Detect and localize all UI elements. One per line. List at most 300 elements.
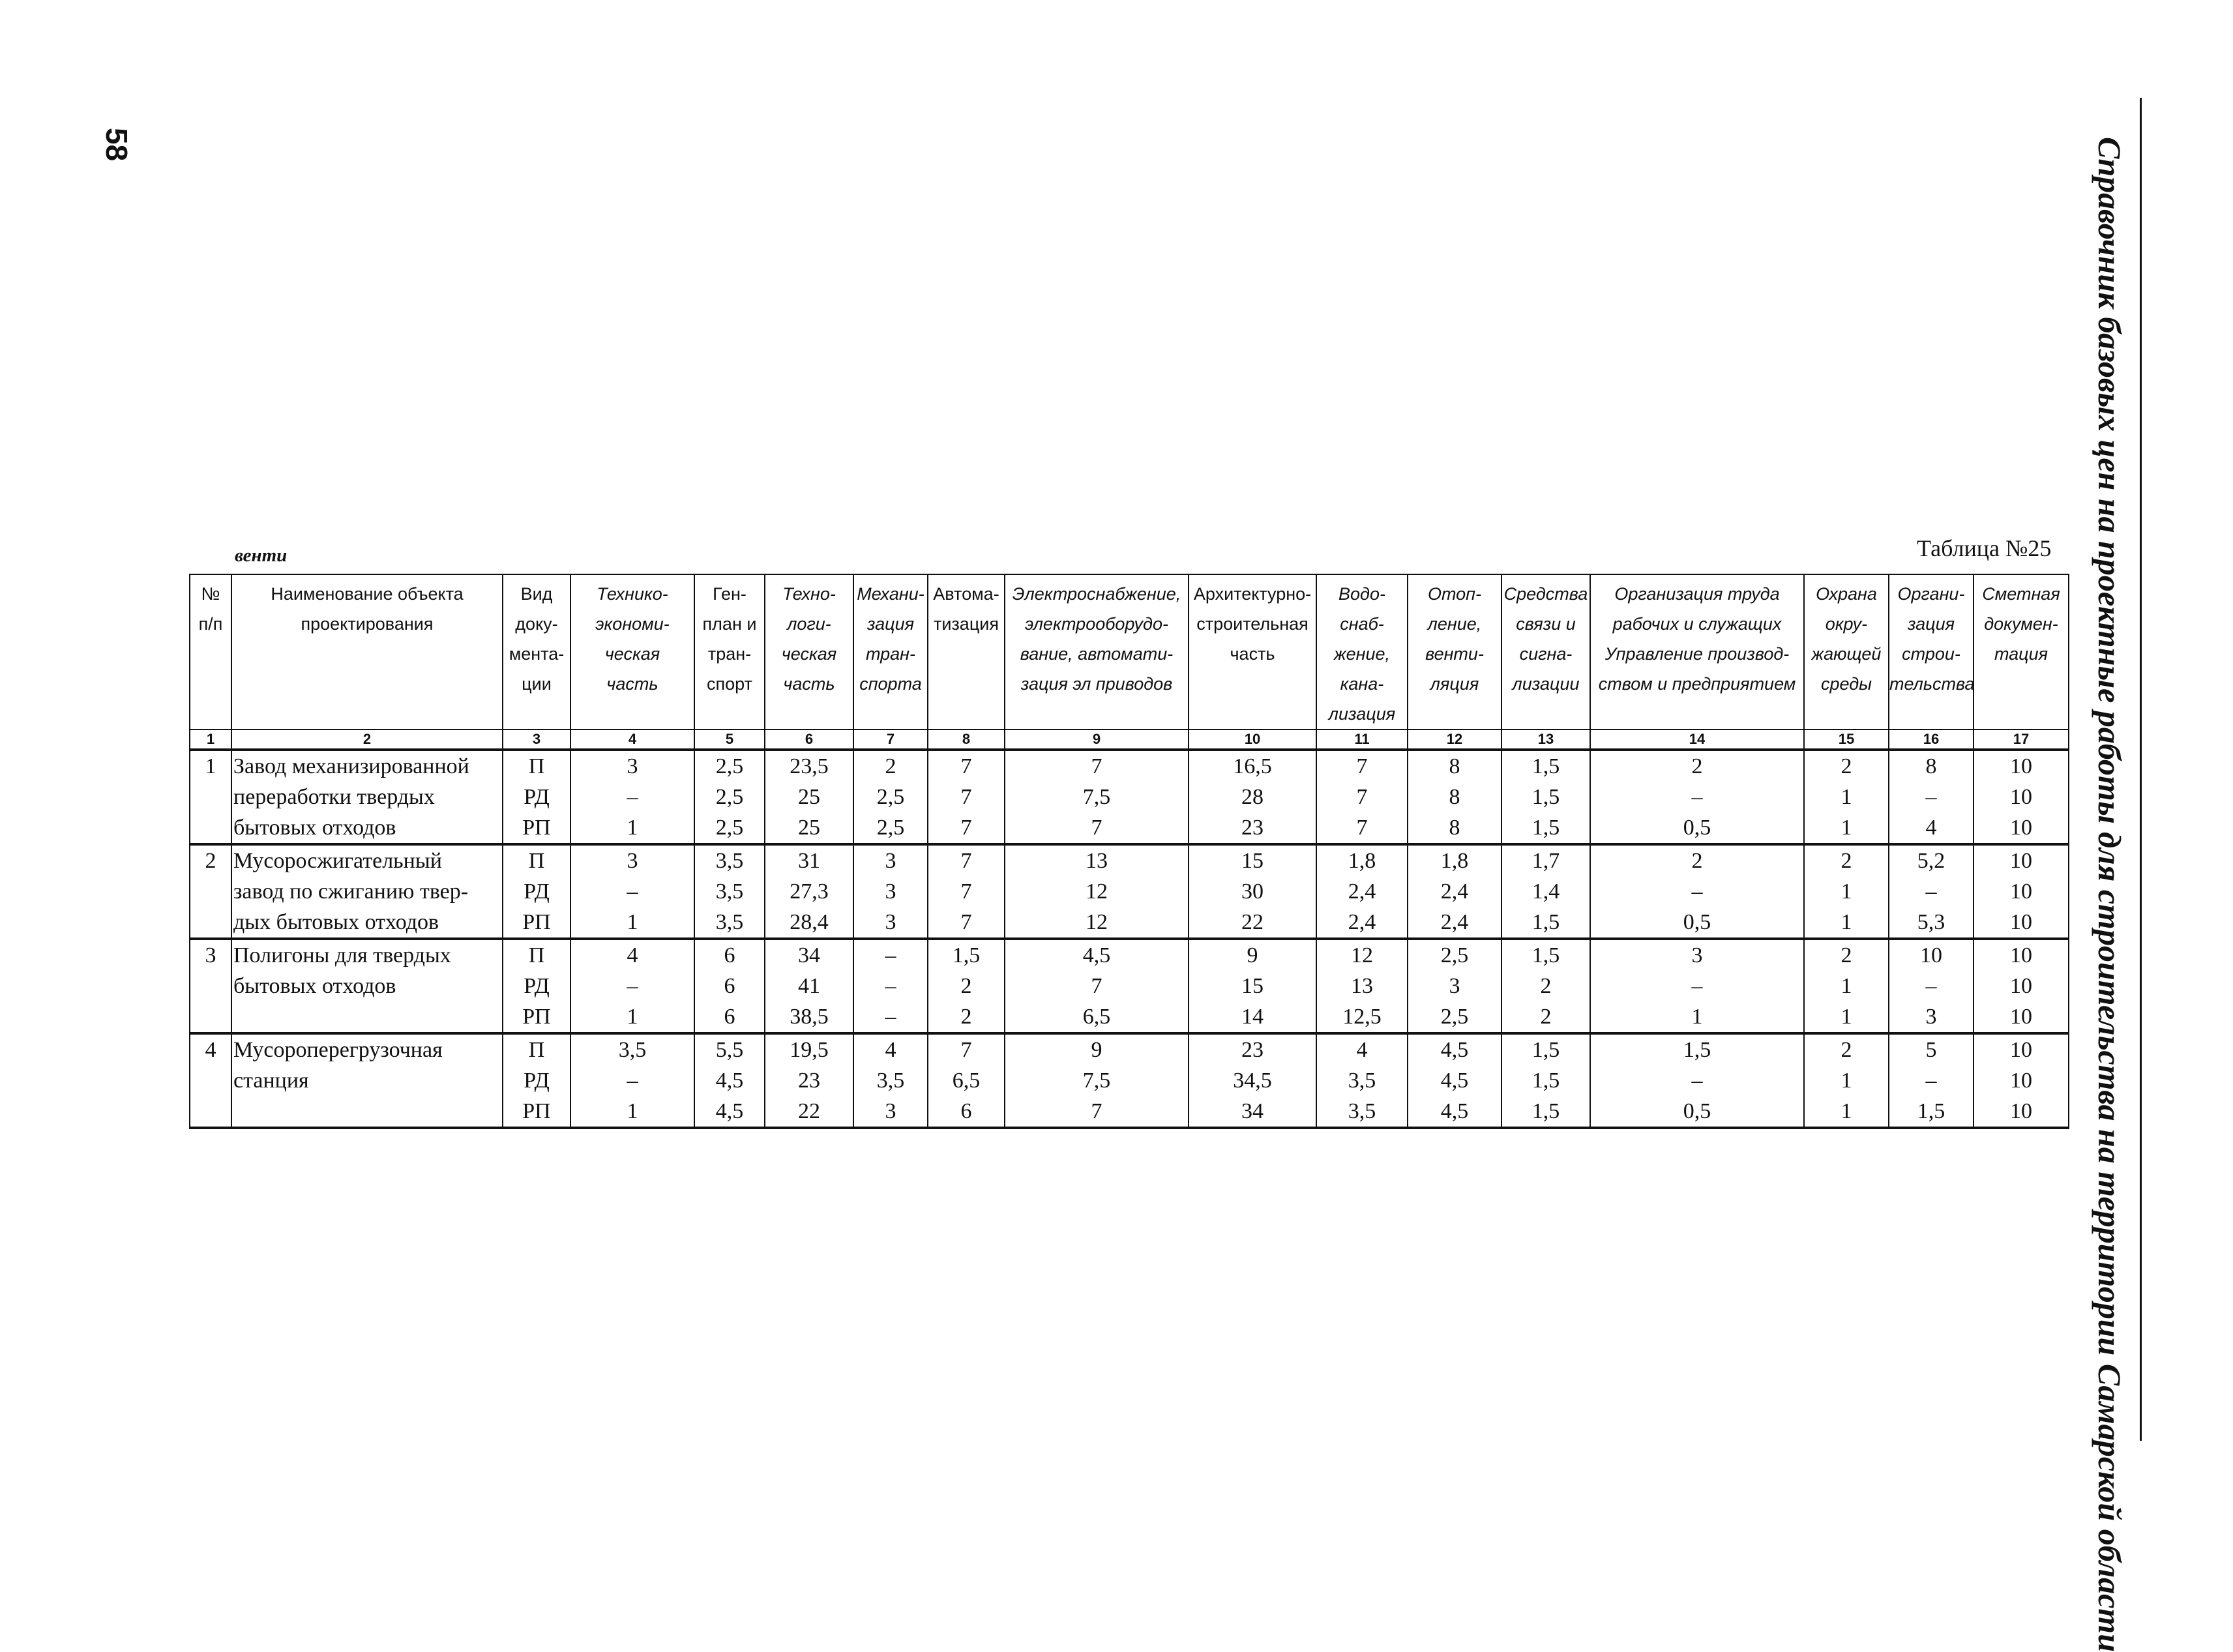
header-line: ческая bbox=[781, 644, 837, 664]
row-number bbox=[190, 971, 231, 1001]
value-cell: 4,5 bbox=[1408, 1096, 1501, 1128]
value-cell: 16,5 bbox=[1189, 750, 1316, 782]
row-number bbox=[190, 1096, 231, 1128]
value-cell: 0,5 bbox=[1590, 907, 1804, 939]
column-number: 14 bbox=[1590, 730, 1804, 750]
value-cell: 3,5 bbox=[1316, 1096, 1408, 1128]
doc-type-cell: П bbox=[503, 750, 570, 782]
value-cell: – bbox=[570, 971, 694, 1001]
value-cell: 5,2 bbox=[1889, 844, 1974, 876]
value-cell: 7 bbox=[1316, 750, 1408, 782]
header-line: Водо- bbox=[1338, 584, 1385, 604]
value-cell: 7 bbox=[1316, 812, 1408, 844]
value-cell: 2,5 bbox=[853, 782, 928, 812]
value-cell: 22 bbox=[1189, 907, 1316, 939]
value-cell: 1 bbox=[1804, 876, 1889, 907]
doc-type-cell: П bbox=[503, 939, 570, 971]
value-cell: 5,5 bbox=[694, 1033, 765, 1065]
value-cell: 4,5 bbox=[694, 1096, 765, 1128]
row-number bbox=[190, 1001, 231, 1033]
value-cell: 10 bbox=[1974, 812, 2069, 844]
value-cell: 3 bbox=[853, 844, 928, 876]
header-line: электрооборудо- bbox=[1025, 614, 1168, 634]
value-cell: 5,3 bbox=[1889, 907, 1974, 939]
column-header-17 bbox=[1974, 574, 2069, 730]
value-cell: 7 bbox=[1005, 812, 1189, 844]
value-cell: 6,5 bbox=[1005, 1001, 1189, 1033]
column-number: 17 bbox=[1974, 730, 2069, 750]
header-line: ление, bbox=[1427, 614, 1482, 634]
value-cell: 10 bbox=[1974, 750, 2069, 782]
value-cell: – bbox=[1889, 1065, 1974, 1096]
value-cell: 3,5 bbox=[694, 876, 765, 907]
value-cell: 3 bbox=[570, 750, 694, 782]
value-cell: 2,4 bbox=[1316, 907, 1408, 939]
value-cell: 7 bbox=[928, 812, 1005, 844]
value-cell: 2 bbox=[1804, 750, 1889, 782]
value-cell: 7 bbox=[928, 907, 1005, 939]
value-cell: 34 bbox=[1189, 1096, 1316, 1128]
object-name-line: Полигоны для твердых bbox=[231, 939, 503, 971]
value-cell: 2 bbox=[928, 1001, 1005, 1033]
value-cell: 3,5 bbox=[694, 844, 765, 876]
header-line: мента- bbox=[509, 644, 565, 664]
value-cell: 7 bbox=[1005, 750, 1189, 782]
column-header-1 bbox=[190, 574, 231, 730]
value-cell: 10 bbox=[1974, 1065, 2069, 1096]
header-line: жающей bbox=[1811, 644, 1882, 664]
table-row bbox=[190, 844, 2069, 876]
value-cell: 10 bbox=[1974, 1001, 2069, 1033]
value-cell: 8 bbox=[1408, 750, 1501, 782]
value-cell: 2 bbox=[1590, 750, 1804, 782]
value-cell: 0,5 bbox=[1590, 1096, 1804, 1128]
header-line: строительная bbox=[1196, 614, 1309, 634]
value-cell: 25 bbox=[765, 812, 853, 844]
column-header-16 bbox=[1889, 574, 1974, 730]
header-line: Организация труда bbox=[1614, 584, 1780, 604]
column-header-10 bbox=[1189, 574, 1316, 730]
object-name-line: бытовых отходов bbox=[231, 812, 503, 844]
value-cell: – bbox=[1889, 971, 1974, 1001]
value-cell: 2 bbox=[1501, 1001, 1590, 1033]
header-line: кана- bbox=[1340, 674, 1384, 694]
column-number: 8 bbox=[928, 730, 1005, 750]
row-number bbox=[190, 876, 231, 907]
value-cell: 1,5 bbox=[1590, 1033, 1804, 1065]
column-header-5 bbox=[694, 574, 765, 730]
value-cell: 7,5 bbox=[1005, 782, 1189, 812]
column-number: 10 bbox=[1189, 730, 1316, 750]
value-cell: 4 bbox=[1889, 812, 1974, 844]
table-row bbox=[190, 971, 2069, 1001]
doc-type-cell: РД bbox=[503, 876, 570, 907]
value-cell: 1,5 bbox=[1501, 939, 1590, 971]
table-row bbox=[190, 812, 2069, 844]
header-line: вание, автомати- bbox=[1020, 644, 1174, 664]
column-header-2 bbox=[231, 574, 503, 730]
value-cell: 8 bbox=[1408, 812, 1501, 844]
column-header-4 bbox=[570, 574, 694, 730]
table-row bbox=[190, 876, 2069, 907]
value-cell: 1,5 bbox=[1501, 907, 1590, 939]
table-row bbox=[190, 1065, 2069, 1096]
row-number: 4 bbox=[190, 1033, 231, 1065]
value-cell: 1 bbox=[570, 1096, 694, 1128]
header-line: доку- bbox=[515, 614, 558, 634]
value-cell: 30 bbox=[1189, 876, 1316, 907]
value-cell: 3 bbox=[853, 1096, 928, 1128]
value-cell: 3 bbox=[853, 907, 928, 939]
header-line: Охрана bbox=[1816, 584, 1877, 604]
value-cell: 12 bbox=[1005, 876, 1189, 907]
value-cell: – bbox=[570, 1065, 694, 1096]
doc-type-cell: РД bbox=[503, 782, 570, 812]
header-line: жение, bbox=[1334, 644, 1390, 664]
value-cell: 6 bbox=[928, 1096, 1005, 1128]
value-cell: 1 bbox=[1590, 1001, 1804, 1033]
header-line: Ген- bbox=[713, 584, 747, 604]
value-cell: 4,5 bbox=[1408, 1065, 1501, 1096]
object-name-line: Мусороперегрузочная bbox=[231, 1033, 503, 1065]
table-row bbox=[190, 782, 2069, 812]
value-cell: 38,5 bbox=[765, 1001, 853, 1033]
value-cell: 23,5 bbox=[765, 750, 853, 782]
doc-type-cell: РД bbox=[503, 1065, 570, 1096]
object-name-line: переработки твердых bbox=[231, 782, 503, 812]
header-line: зация bbox=[866, 614, 915, 634]
value-cell: 15 bbox=[1189, 844, 1316, 876]
table-row bbox=[190, 907, 2069, 939]
value-cell: 12 bbox=[1316, 939, 1408, 971]
object-name-line: Мусоросжигательный bbox=[231, 844, 503, 876]
value-cell: 27,3 bbox=[765, 876, 853, 907]
table-row bbox=[190, 750, 2069, 782]
value-cell: 23 bbox=[1189, 812, 1316, 844]
value-cell: 4,5 bbox=[694, 1065, 765, 1096]
value-cell: 14 bbox=[1189, 1001, 1316, 1033]
header-line: часть bbox=[783, 674, 835, 694]
value-cell: 1,5 bbox=[928, 939, 1005, 971]
value-cell: 2 bbox=[1804, 844, 1889, 876]
header-line: ческая bbox=[604, 644, 660, 664]
value-cell: 19,5 bbox=[765, 1033, 853, 1065]
value-cell: 3,5 bbox=[853, 1065, 928, 1096]
value-cell: 13 bbox=[1316, 971, 1408, 1001]
object-name-line: Завод механизированной bbox=[231, 750, 503, 782]
header-line: ством и предприятием bbox=[1598, 674, 1796, 694]
object-name-line: бытовых отходов bbox=[231, 971, 503, 1001]
header-line: Вид bbox=[520, 584, 553, 604]
header-line: Электроснабжение, bbox=[1012, 584, 1181, 604]
header-line: зация эл приводов bbox=[1020, 674, 1173, 694]
title-rule bbox=[2140, 98, 2142, 1441]
header-line: тация bbox=[1994, 644, 2048, 664]
column-number: 4 bbox=[570, 730, 694, 750]
header-line: снаб- bbox=[1340, 614, 1384, 634]
header-line: Техно- bbox=[782, 584, 836, 604]
table-row bbox=[190, 939, 2069, 971]
value-cell: 10 bbox=[1974, 1033, 2069, 1065]
column-number: 15 bbox=[1804, 730, 1889, 750]
value-cell: 1,5 bbox=[1889, 1096, 1974, 1128]
value-cell: 0,5 bbox=[1590, 812, 1804, 844]
value-cell: 2,5 bbox=[1408, 1001, 1501, 1033]
header-line: Архитектурно- bbox=[1193, 584, 1312, 604]
value-cell: 1,5 bbox=[1501, 1096, 1590, 1128]
header-line: тельства bbox=[1889, 674, 1975, 694]
object-name-line bbox=[231, 1001, 503, 1033]
column-number: 11 bbox=[1316, 730, 1408, 750]
header-line: спорта bbox=[859, 674, 922, 694]
value-cell: 2,5 bbox=[694, 782, 765, 812]
header-line: лизация bbox=[1328, 704, 1396, 724]
value-cell: – bbox=[853, 1001, 928, 1033]
object-name-line: завод по сжиганию твер- bbox=[231, 876, 503, 907]
value-cell: 8 bbox=[1889, 750, 1974, 782]
page-number: 58 bbox=[100, 128, 134, 162]
value-cell: 22 bbox=[765, 1096, 853, 1128]
value-cell: 1 bbox=[1804, 782, 1889, 812]
value-cell: 2 bbox=[853, 750, 928, 782]
value-cell: 31 bbox=[765, 844, 853, 876]
column-number: 12 bbox=[1408, 730, 1501, 750]
value-cell: – bbox=[1590, 782, 1804, 812]
header-line: тран- bbox=[707, 644, 752, 664]
value-cell: 8 bbox=[1408, 782, 1501, 812]
header-line: Механи- bbox=[857, 584, 924, 604]
header-line: Технико- bbox=[597, 584, 668, 604]
value-cell: 13 bbox=[1005, 844, 1189, 876]
header-line: рабочих и служащих bbox=[1612, 614, 1782, 634]
header-line: № bbox=[201, 584, 220, 604]
value-cell: 7 bbox=[928, 876, 1005, 907]
row-number bbox=[190, 1065, 231, 1096]
value-cell: 3,5 bbox=[570, 1033, 694, 1065]
value-cell: 7,5 bbox=[1005, 1065, 1189, 1096]
value-cell: 1 bbox=[570, 812, 694, 844]
row-number: 2 bbox=[190, 844, 231, 876]
value-cell: 4 bbox=[853, 1033, 928, 1065]
column-header-7 bbox=[853, 574, 928, 730]
header-line: среды bbox=[1820, 674, 1872, 694]
price-table bbox=[189, 574, 2069, 1129]
header-line: Средства bbox=[1503, 584, 1588, 604]
header-line: логи- bbox=[787, 614, 831, 634]
value-cell: 28 bbox=[1189, 782, 1316, 812]
header-line: Органи- bbox=[1897, 584, 1965, 604]
value-cell: 1,5 bbox=[1501, 812, 1590, 844]
value-cell: 34 bbox=[765, 939, 853, 971]
value-cell: 6,5 bbox=[928, 1065, 1005, 1096]
value-cell: 2 bbox=[1501, 971, 1590, 1001]
column-number: 16 bbox=[1889, 730, 1974, 750]
value-cell: – bbox=[1590, 1065, 1804, 1096]
header-row bbox=[190, 574, 2069, 730]
value-cell: 6 bbox=[694, 971, 765, 1001]
value-cell: 34,5 bbox=[1189, 1065, 1316, 1096]
object-group-2 bbox=[190, 844, 2069, 939]
value-cell: 10 bbox=[1974, 907, 2069, 939]
header-line: п/п bbox=[198, 614, 223, 634]
value-cell: – bbox=[570, 876, 694, 907]
header-line: лизации bbox=[1512, 674, 1580, 694]
doc-type-cell: РД bbox=[503, 971, 570, 1001]
value-cell: 3,5 bbox=[694, 907, 765, 939]
header-line: зация bbox=[1907, 614, 1955, 634]
header-line: строи- bbox=[1902, 644, 1960, 664]
value-cell: 10 bbox=[1889, 939, 1974, 971]
doc-type-cell: РП bbox=[503, 812, 570, 844]
object-group-3 bbox=[190, 939, 2069, 1033]
column-number: 3 bbox=[503, 730, 570, 750]
value-cell: 1 bbox=[1804, 971, 1889, 1001]
column-header-3 bbox=[503, 574, 570, 730]
header-line: тран- bbox=[865, 644, 916, 664]
header-line: часть bbox=[1230, 644, 1275, 664]
column-header-11 bbox=[1316, 574, 1408, 730]
value-cell: 10 bbox=[1974, 939, 2069, 971]
value-cell: 7 bbox=[1005, 971, 1189, 1001]
doc-type-cell: П bbox=[503, 1033, 570, 1065]
value-cell: 10 bbox=[1974, 844, 2069, 876]
header-line: тизация bbox=[933, 614, 999, 634]
value-cell: 12,5 bbox=[1316, 1001, 1408, 1033]
column-number: 2 bbox=[231, 730, 503, 750]
value-cell: 28,4 bbox=[765, 907, 853, 939]
value-cell: – bbox=[1590, 971, 1804, 1001]
value-cell: 6 bbox=[694, 1001, 765, 1033]
value-cell: 2,5 bbox=[694, 812, 765, 844]
value-cell: 1,8 bbox=[1408, 844, 1501, 876]
column-header-6 bbox=[765, 574, 853, 730]
value-cell: 1,5 bbox=[1501, 750, 1590, 782]
object-name-line bbox=[231, 1096, 503, 1128]
value-cell: 3 bbox=[853, 876, 928, 907]
value-cell: 1,4 bbox=[1501, 876, 1590, 907]
value-cell: 1,8 bbox=[1316, 844, 1408, 876]
value-cell: 7 bbox=[1005, 1096, 1189, 1128]
value-cell: 1 bbox=[1804, 1065, 1889, 1096]
value-cell: 1,5 bbox=[1501, 1033, 1590, 1065]
header-line: докумен- bbox=[1984, 614, 2058, 634]
value-cell: 23 bbox=[1189, 1033, 1316, 1065]
header-line: венти- bbox=[1425, 644, 1484, 664]
value-cell: 3 bbox=[570, 844, 694, 876]
value-cell: 1,5 bbox=[1501, 1065, 1590, 1096]
table-row bbox=[190, 1096, 2069, 1128]
header-line: Сметная bbox=[1982, 584, 2060, 604]
value-cell: 2,5 bbox=[694, 750, 765, 782]
value-cell: 12 bbox=[1005, 907, 1189, 939]
column-header-13 bbox=[1501, 574, 1590, 730]
table-row bbox=[190, 1001, 2069, 1033]
row-number: 3 bbox=[190, 939, 231, 971]
value-cell: – bbox=[853, 939, 928, 971]
column-number: 1 bbox=[190, 730, 231, 750]
value-cell: 4,5 bbox=[1408, 1033, 1501, 1065]
value-cell: 7 bbox=[1316, 782, 1408, 812]
value-cell: 1,5 bbox=[1501, 782, 1590, 812]
value-cell: 10 bbox=[1974, 782, 2069, 812]
object-group-4 bbox=[190, 1033, 2069, 1128]
column-header-12 bbox=[1408, 574, 1501, 730]
value-cell: 9 bbox=[1189, 939, 1316, 971]
header-line: Управление производ- bbox=[1605, 644, 1790, 664]
header-line: связи и bbox=[1516, 614, 1576, 634]
header-line: план и bbox=[702, 614, 757, 634]
value-cell: 1 bbox=[570, 1001, 694, 1033]
value-cell: – bbox=[1889, 782, 1974, 812]
header-line: окру- bbox=[1825, 614, 1868, 634]
column-number: 7 bbox=[853, 730, 928, 750]
value-cell: 4,5 bbox=[1005, 939, 1189, 971]
header-line: спорт bbox=[707, 674, 752, 694]
value-cell: 3,5 bbox=[1316, 1065, 1408, 1096]
value-cell: 7 bbox=[928, 1033, 1005, 1065]
header-line: ляция bbox=[1430, 674, 1479, 694]
value-cell: 41 bbox=[765, 971, 853, 1001]
value-cell: – bbox=[853, 971, 928, 1001]
value-cell: 3 bbox=[1408, 971, 1501, 1001]
value-cell: 10 bbox=[1974, 1096, 2069, 1128]
row-number: 1 bbox=[190, 750, 231, 782]
header-line: Отоп- bbox=[1427, 584, 1482, 604]
value-cell: 4 bbox=[570, 939, 694, 971]
value-cell: 1 bbox=[1804, 907, 1889, 939]
value-cell: 2 bbox=[1804, 939, 1889, 971]
running-title: Справочник базовых цен на проектные работы для строительства на территории Самарской области bbox=[2092, 137, 2128, 1652]
row-number bbox=[190, 782, 231, 812]
value-cell: 4 bbox=[1316, 1033, 1408, 1065]
value-cell: 1 bbox=[1804, 1096, 1889, 1128]
table-label: Таблица №25 bbox=[1917, 535, 2052, 561]
value-cell: 3 bbox=[1590, 939, 1804, 971]
value-cell: 7 bbox=[928, 782, 1005, 812]
doc-type-cell: РП bbox=[503, 907, 570, 939]
header-line: экономи- bbox=[595, 614, 670, 634]
value-cell: 7 bbox=[928, 844, 1005, 876]
column-header-14 bbox=[1590, 574, 1804, 730]
value-cell: 9 bbox=[1005, 1033, 1189, 1065]
value-cell: 5 bbox=[1889, 1033, 1974, 1065]
value-cell: 2 bbox=[1590, 844, 1804, 876]
row-number bbox=[190, 812, 231, 844]
value-cell: 2,5 bbox=[853, 812, 928, 844]
column-header-9 bbox=[1005, 574, 1189, 730]
header-line: Наименование объекта bbox=[271, 584, 464, 604]
value-cell: 2,4 bbox=[1316, 876, 1408, 907]
value-cell: 15 bbox=[1189, 971, 1316, 1001]
value-cell: 23 bbox=[765, 1065, 853, 1096]
column-number: 9 bbox=[1005, 730, 1189, 750]
header-line: сигна- bbox=[1519, 644, 1573, 664]
value-cell: 25 bbox=[765, 782, 853, 812]
column-number: 13 bbox=[1501, 730, 1590, 750]
doc-type-cell: РП bbox=[503, 1096, 570, 1128]
value-cell: 2,5 bbox=[1408, 939, 1501, 971]
object-name-line: дых бытовых отходов bbox=[231, 907, 503, 939]
value-cell: 1 bbox=[1804, 1001, 1889, 1033]
value-cell: 7 bbox=[928, 750, 1005, 782]
column-number: 5 bbox=[694, 730, 765, 750]
row-number bbox=[190, 907, 231, 939]
value-cell: 2,4 bbox=[1408, 907, 1501, 939]
value-cell: 3 bbox=[1889, 1001, 1974, 1033]
value-cell: 1 bbox=[570, 907, 694, 939]
object-group-1 bbox=[190, 750, 2069, 844]
value-cell: 2,4 bbox=[1408, 876, 1501, 907]
